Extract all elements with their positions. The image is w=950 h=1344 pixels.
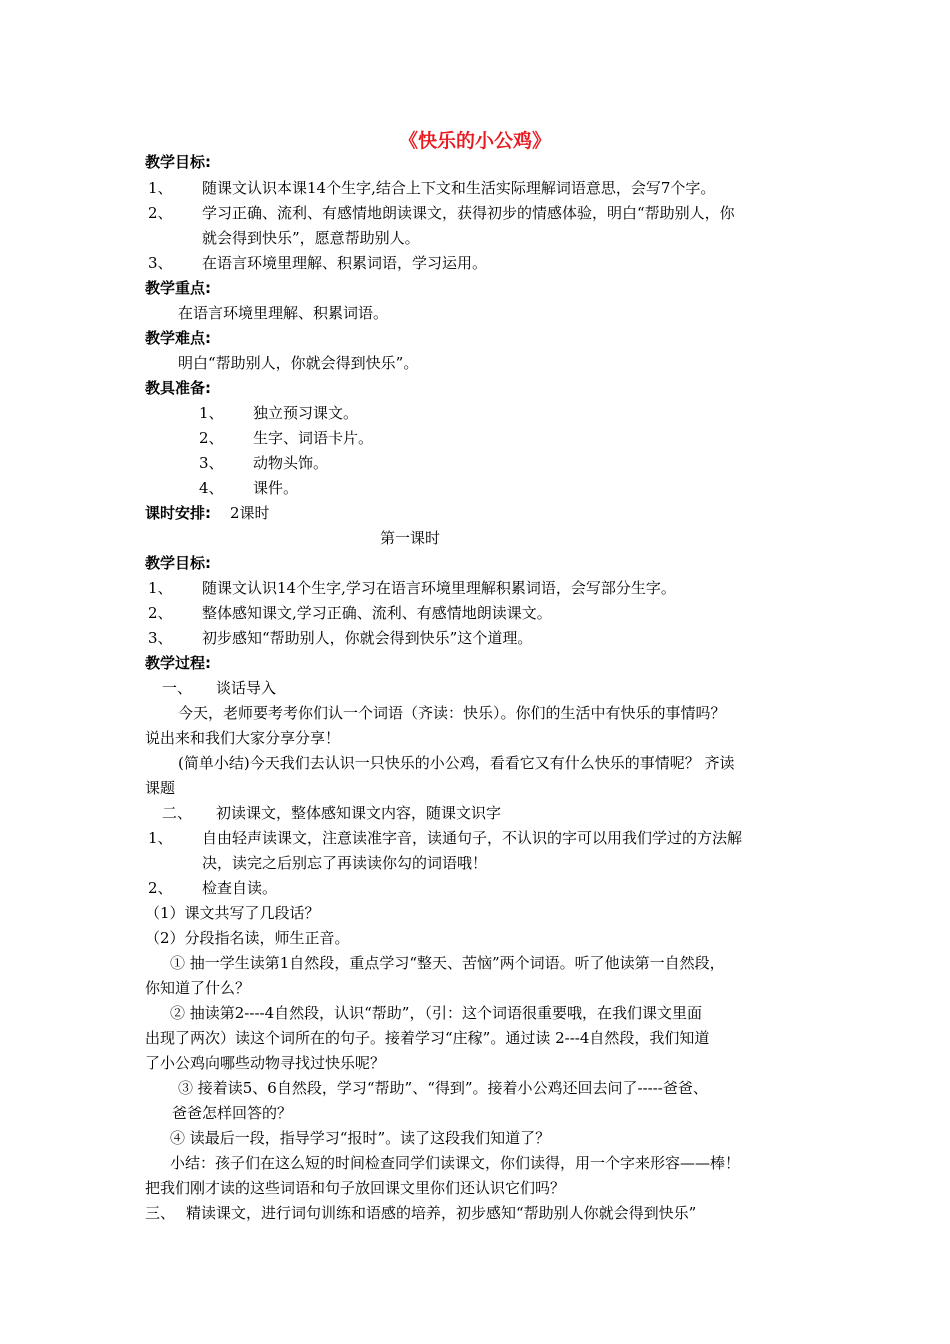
prep-item-2-text: 生字、词语卡片。: [253, 429, 374, 447]
document-title: 《快乐的小公鸡》: [398, 130, 551, 152]
step-1-line-1: 自由轻声读课文，注意读准字音，读通句子，不认识的字可以用我们学过的方法解: [202, 829, 743, 847]
prep-item-1-text: 独立预习课文。: [253, 404, 359, 422]
lesson-goal-3-text: 初步感知“帮助别人，你就会得到快乐”这个道理。: [202, 629, 533, 647]
circled-item-4: ④ 读最后一段，指导学习“报时”。读了这段我们知道了？: [170, 1129, 551, 1147]
key-text: 在语言环境里理解、积累词语。: [178, 304, 389, 322]
lesson-goal-1-num: 1、: [148, 579, 173, 597]
step-2-text: 检查自读。: [202, 879, 278, 897]
process-heading: 教学过程:: [145, 654, 211, 672]
summary-line-1: 小结：孩子们在这么短的时间检查同学们读课文，你们读得，用一个字来形容——棒！: [170, 1154, 741, 1172]
key-heading: 教学重点:: [145, 279, 211, 297]
circled-item-1-line-1: ① 抽一学生读第1自然段，重点学习“整天、苦恼”两个词语。听了他读第一自然段，: [170, 954, 725, 972]
difficulty-heading: 教学难点:: [145, 329, 211, 347]
section-1-title: 谈话导入: [216, 679, 277, 697]
circled-item-2-line-3: 了小公鸡向哪些动物寻找过快乐呢？: [145, 1054, 386, 1072]
goal-item-1-text: 随课文认识本课14个生字,结合上下文和生活实际理解词语意思，会写7个字。: [202, 179, 716, 197]
goal-item-2-num: 2、: [148, 204, 173, 222]
goal-item-2-text: 学习正确、流利、有感情地朗读课文，获得初步的情感体验，明白“帮助别人，你: [202, 204, 735, 222]
section-3-num: 三、: [145, 1204, 176, 1222]
goals-heading: 教学目标:: [145, 153, 211, 171]
section-2-num: 二、: [162, 804, 193, 822]
goal-item-3-num: 3、: [148, 254, 173, 272]
lesson-goal-2-num: 2、: [148, 604, 173, 622]
lesson-goal-1-text: 随课文认识14个生字,学习在语言环境里理解积累词语，会写部分生字。: [202, 579, 676, 597]
prep-item-3-text: 动物头饰。: [253, 454, 329, 472]
prep-item-2-num: 2、: [199, 429, 224, 447]
lesson-title: 第一课时: [380, 529, 441, 547]
difficulty-text: 明白“帮助别人，你就会得到快乐”。: [178, 354, 419, 372]
lesson-goal-2-text: 整体感知课文,学习正确、流利、有感情地朗读课文。: [202, 604, 552, 622]
lesson-goal-3-num: 3、: [148, 629, 173, 647]
paragraph-summary-line-2: 课题: [145, 779, 176, 797]
prep-item-4-text: 课件。: [253, 479, 299, 497]
paragraph-intro-line-1: 今天，老师要考考你们认一个词语（齐读：快乐）。你们的生活中有快乐的事情吗？: [178, 704, 726, 722]
section-3-title: 精读课文，进行词句训练和语感的培养，初步感知“帮助别人你就会得到快乐”: [186, 1204, 697, 1222]
goal-item-1-num: 1、: [148, 179, 173, 197]
summary-line-2: 把我们刚才读的这些词语和句子放回课文里你们还认识它们吗？: [145, 1179, 566, 1197]
prep-item-3-num: 3、: [199, 454, 224, 472]
schedule-label: 课时安排:: [145, 504, 211, 522]
section-1-num: 一、: [162, 679, 193, 697]
paragraph-summary-line-1: (简单小结)今天我们去认识一只快乐的小公鸡，看看它又有什么快乐的事情呢？ 齐读: [178, 754, 735, 772]
circled-item-2-line-2: 出现了两次）读这个词所在的句子。接着学习“庄稼”。通过读 2---4自然段，我们知道: [145, 1029, 710, 1047]
prep-heading: 教具准备:: [145, 379, 211, 397]
goal-item-2-cont: 就会得到快乐”，愿意帮助别人。: [202, 229, 420, 247]
question-2: （2）分段指名读，师生正音。: [145, 929, 350, 947]
schedule-value: 2课时: [230, 504, 270, 522]
step-1-line-2: 决，读完之后别忘了再读读你勾的词语哦！: [202, 854, 488, 872]
lesson-goals-heading: 教学目标:: [145, 554, 211, 572]
circled-item-3-line-2: 爸爸怎样回答的？: [172, 1104, 293, 1122]
circled-item-1-line-2: 你知道了什么？: [145, 979, 251, 997]
step-2-num: 2、: [148, 879, 173, 897]
prep-item-4-num: 4、: [199, 479, 224, 497]
circled-item-2-line-1: ② 抽读第2----4自然段，认识“帮助”，（引：这个词语很重要哦，在我们课文里面: [170, 1004, 702, 1022]
paragraph-intro-line-2: 说出来和我们大家分享分享！: [145, 729, 341, 747]
question-1: （1）课文共写了几段话？: [145, 904, 320, 922]
circled-item-3-line-1: ③ 接着读5、6自然段，学习“帮助”、“得到”。接着小公鸡还回去问了-----爸爸、: [178, 1079, 708, 1097]
prep-item-1-num: 1、: [199, 404, 224, 422]
goal-item-3-text: 在语言环境里理解、积累词语，学习运用。: [202, 254, 488, 272]
step-1-num: 1、: [148, 829, 173, 847]
section-2-title: 初读课文，整体感知课文内容，随课文识字: [216, 804, 502, 822]
